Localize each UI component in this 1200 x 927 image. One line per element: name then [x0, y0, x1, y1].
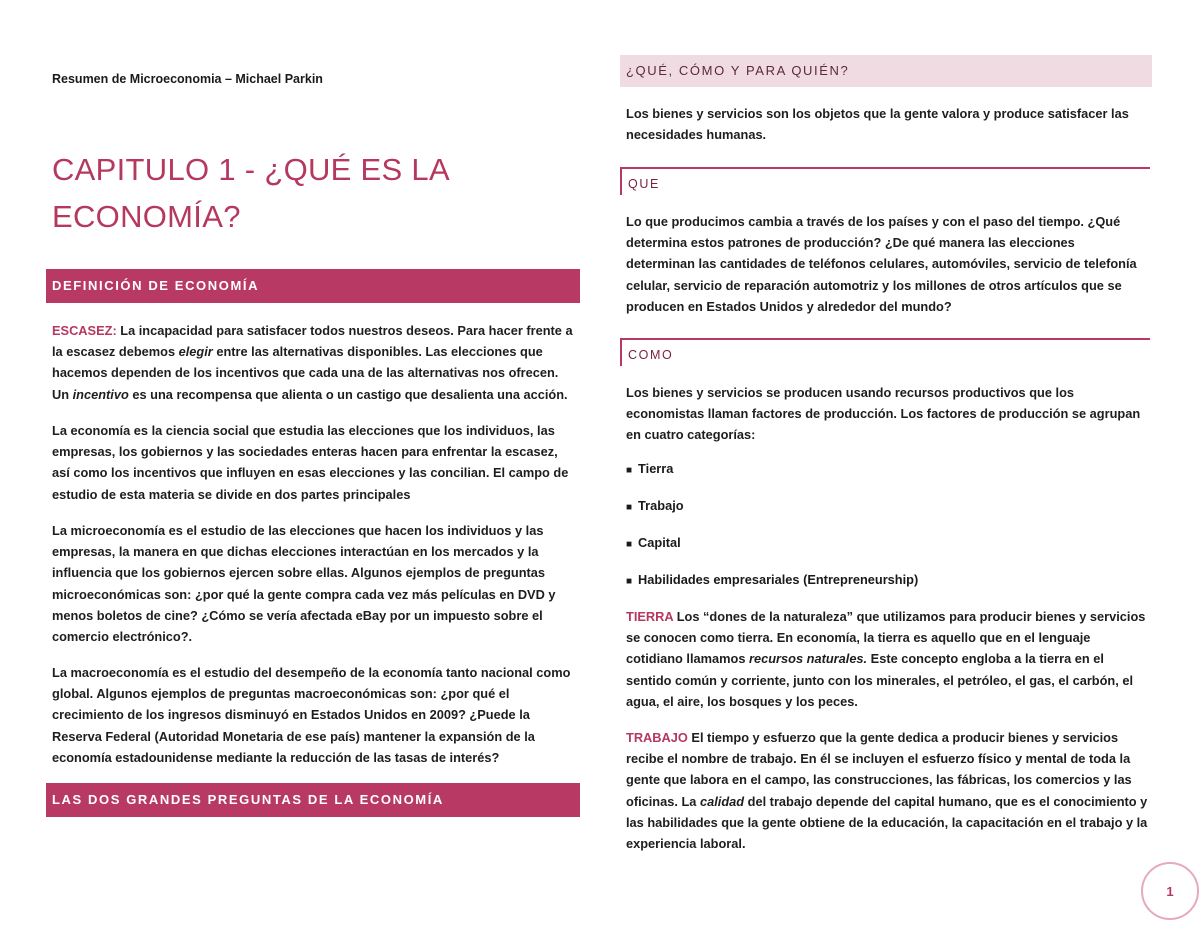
- term-tierra: TIERRA: [626, 609, 674, 624]
- page-number: 1: [1166, 883, 1174, 899]
- section-band-preguntas: LAS DOS GRANDES PREGUNTAS DE LA ECONOMÍA: [46, 783, 580, 817]
- list-item-trabajo: [626, 498, 684, 513]
- subheading-como: COMO: [620, 338, 1150, 366]
- text-segment: Los “dones de la naturaleza” que utilizamos para producir bienes y servicios se conocen como tierra. En economía, la tierra es aquello que en el lenguaje cotidiano llamamos: [626, 609, 1146, 667]
- paragraph-que: Lo que producimos cambia a través de los países y con el paso del tiempo. ¿Qué determina estos patrones de producción? ¿De qué manera las elecciones determinan las cantidades de teléfonos celulares, automóviles, servicio de telefonía celular, servicio de reparación automotriz y los millones de otros artículos que se producen en Estados Unidos y alrededor del mundo?: [626, 214, 1137, 314]
- list-item-label: Tierra: [638, 461, 674, 476]
- paragraph-escasez: [52, 320, 577, 405]
- chapter-title: CAPITULO 1 - ¿QUÉ ES LA ECONOMÍA?: [52, 152, 449, 234]
- text-segment: entre las alternativas disponibles. Las elecciones que hacemos dependen de los incentivos que cada una de las alternativas nos ofrecen. Un: [52, 344, 559, 402]
- term-trabajo: TRABAJO: [626, 730, 688, 745]
- text-segment: Este concepto engloba a la tierra en el sentido común y corriente, junto con los minerales, el petróleo, el gas, el carbón, el agua, el aire, los bosques y los peces.: [626, 651, 1134, 709]
- section-band-que-como-quien: ¿QUÉ, CÓMO Y PARA QUIÉN?: [620, 55, 1152, 87]
- list-item-label: Capital: [638, 535, 681, 550]
- emphasis-calidad: calidad: [699, 793, 745, 809]
- paragraph-trabajo: [626, 727, 1148, 854]
- paragraph-bienes: Los bienes y servicios son los objetos que la gente valora y produce satisfacer las necesidades humanas.: [626, 106, 1129, 143]
- term-escasez: ESCASEZ:: [52, 323, 117, 338]
- bullet-square-icon: ■: [626, 539, 633, 550]
- paragraph-tierra: [626, 606, 1148, 712]
- text-segment: del trabajo depende del capital humano, que es el conocimiento y las habilidades que la gente obtiene de la educación, la capacitación en el trabajo y la experiencia laboral.: [626, 793, 1148, 852]
- text-segment: es una recompensa que alienta o un castigo que desalienta una acción.: [128, 386, 568, 402]
- list-item-label: Habilidades empresariales (Entrepreneurship): [638, 572, 919, 587]
- text-segment: El tiempo y esfuerzo que la gente dedica a producir bienes y servicios recibe el nombre de trabajo. En él se incluyen el esfuerzo físico y mental de toda la gente que labora en el campo, las construcciones, las fábricas, los comercios y las oficinas. La: [626, 730, 1132, 809]
- section-band-definicion: DEFINICIÓN DE ECONOMÍA: [46, 269, 580, 303]
- list-item-capital: [626, 535, 681, 550]
- text-segment: La incapacidad para satisfacer todos nuestros deseos. Para hacer frente a la escasez debemos: [52, 323, 573, 360]
- list-item-tierra: [626, 461, 673, 476]
- paragraph-economia: La economía es la ciencia social que estudia las elecciones que los individuos, las empresas, los gobiernos y las sociedades enteras hacen para enfrentar la escasez, así como los incentivos que influyen en esas elecciones y las concilian. El campo de estudio de esta materia se divide en dos partes principales: [52, 423, 569, 502]
- emphasis-recursos-naturales: recursos naturales.: [749, 651, 868, 667]
- bullet-square-icon: ■: [626, 465, 633, 476]
- paragraph-como: Los bienes y servicios se producen usando recursos productivos que los economistas llaman factores de producción. Los factores de producción se agrupan en cuatro categorías:: [626, 385, 1141, 443]
- list-item-habilidades: [626, 572, 918, 587]
- bullet-square-icon: ■: [626, 502, 633, 513]
- subheading-que: QUE: [620, 167, 1150, 195]
- bullet-square-icon: ■: [626, 576, 633, 587]
- emphasis-elegir: elegir: [178, 344, 213, 360]
- paragraph-macroeconomia: La macroeconomía es el estudio del desempeño de la economía tanto nacional como global. Algunos ejemplos de preguntas macroeconómicas son: ¿por qué el crecimiento de los ingresos disminuyó en Estados Unidos en 2009? ¿Puede la Reserva Federal (Autoridad Monetaria de ese país) mantener la expansión de la economía estadounidense mediante la reducción de las tasas de interés?: [52, 665, 571, 765]
- document-header: Resumen de Microeconomia – Michael Parkin: [52, 72, 323, 86]
- paragraph-microeconomia: La microeconomía es el estudio de las elecciones que hacen los individuos y las empresas, la manera en que dichas elecciones interactúan en los mercados y la influencia que los gobiernos ejercen sobre ellas. Algunos ejemplos de preguntas microeconómicas son: ¿por qué la gente compra cada vez más películas en DVD y menos boletos de cine? ¿Cómo se vería afectada eBay por un impuesto sobre el comercio electrónico?.: [52, 523, 556, 645]
- emphasis-incentivo: incentivo: [72, 386, 129, 402]
- list-item-label: Trabajo: [638, 498, 684, 513]
- page-number-badge: [1141, 862, 1199, 920]
